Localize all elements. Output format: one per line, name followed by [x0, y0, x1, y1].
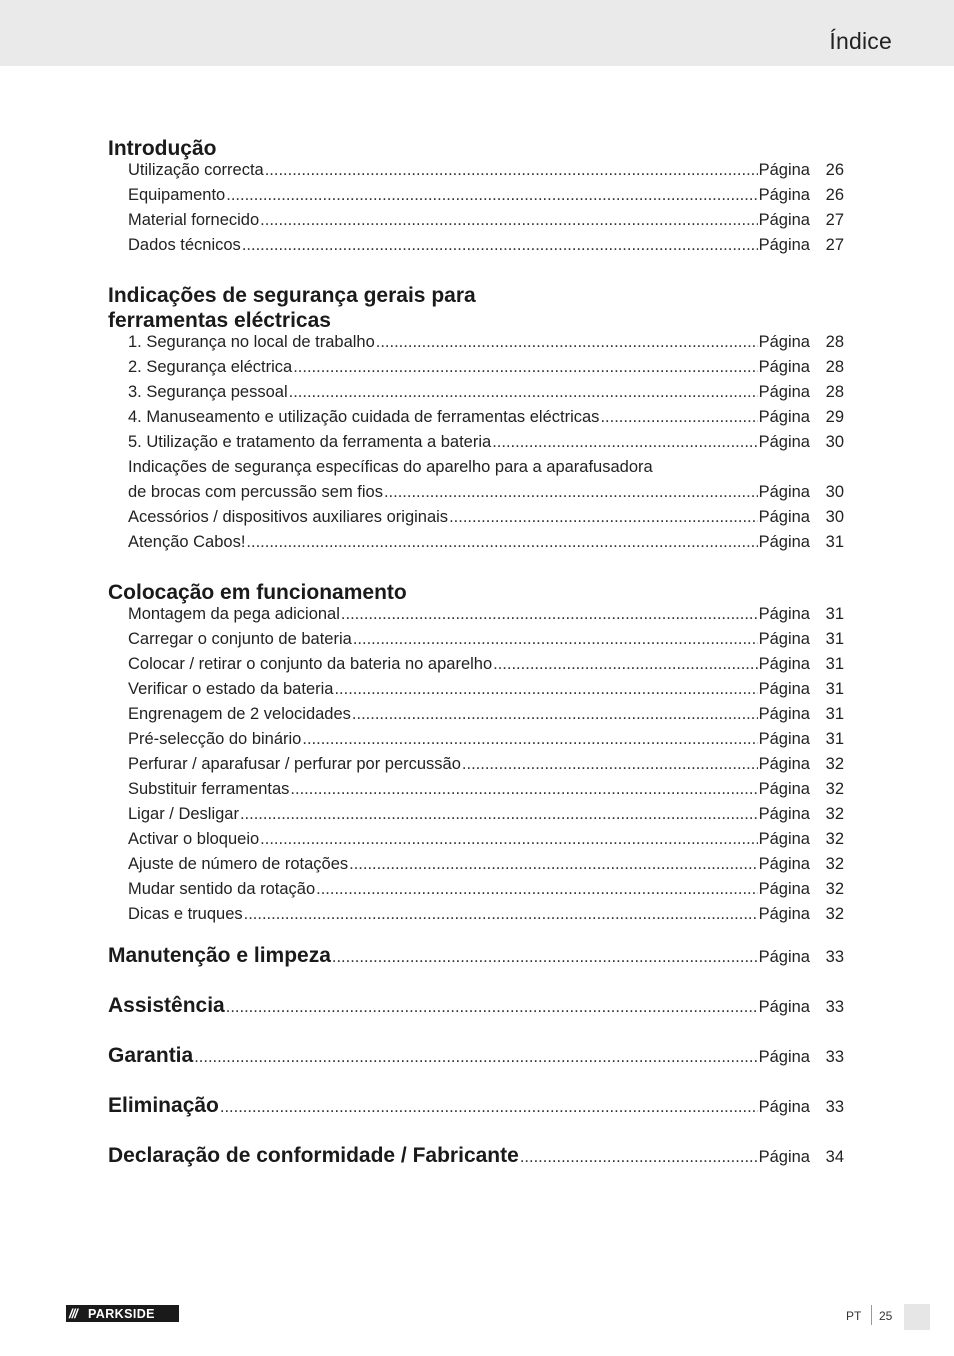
toc-entry[interactable] — [108, 211, 844, 236]
toc-entry[interactable] — [108, 705, 844, 730]
page-number: 32 — [825, 755, 844, 773]
entry-label: Utilização correcta — [128, 161, 264, 179]
toc-major-entry[interactable] — [108, 1130, 844, 1180]
leader-dots — [220, 1098, 758, 1117]
leader-dots — [240, 805, 758, 824]
toc-entry[interactable] — [108, 333, 844, 358]
leader-dots — [242, 236, 758, 255]
leader-dots — [600, 408, 757, 427]
entry-label: Verificar o estado da bateria — [128, 680, 334, 698]
page-number: 32 — [825, 780, 844, 798]
entry-label: Engrenagem de 2 velocidades — [128, 705, 351, 723]
page-number: 28 — [825, 333, 844, 351]
leader-dots — [290, 780, 757, 799]
entry-label: Dados técnicos — [128, 236, 241, 254]
leader-dots — [341, 605, 758, 624]
page-word: Página — [758, 905, 810, 923]
entry-label: Equipamento — [128, 186, 226, 204]
entry-label: Atenção Cabos! — [128, 533, 246, 551]
entry-label: Colocar / retirar o conjunto da bateria no aparelho — [128, 655, 493, 673]
entry-label: Ajuste de número de rotações — [128, 855, 349, 873]
toc-major-entry[interactable] — [108, 1030, 844, 1080]
leader-dots — [244, 905, 758, 924]
page-number: 27 — [825, 236, 844, 254]
toc-entry[interactable] — [108, 508, 844, 533]
leader-dots — [449, 508, 758, 527]
page-word: Página — [758, 333, 810, 351]
section-title: Introdução — [108, 137, 217, 160]
entry-label: 5. Utilização e tratamento da ferramenta a bateria — [128, 433, 492, 451]
toc-entry[interactable] — [108, 161, 844, 186]
logo-brand: PARKSIDE — [88, 1306, 155, 1321]
entry-label: Pré-selecção do binário — [128, 730, 302, 748]
page-number-footer: 25 — [879, 1309, 893, 1323]
entry-label: Material fornecido — [128, 211, 260, 229]
toc-entry[interactable] — [108, 630, 844, 655]
major-entry-label: Manutenção e limpeza — [108, 944, 331, 967]
leader-dots — [260, 211, 757, 230]
page-number: 28 — [825, 383, 844, 401]
toc-entry[interactable] — [108, 383, 844, 408]
entry-label: Montagem da pega adicional — [128, 605, 340, 623]
page-word: Página — [758, 755, 810, 773]
page-number: 33 — [825, 998, 844, 1016]
entry-label: Acessórios / dispositivos auxiliares originais — [128, 508, 449, 526]
toc-entry[interactable] — [108, 805, 844, 830]
entry-label: 2. Segurança eléctrica — [128, 358, 293, 376]
page-tab-marker — [904, 1304, 930, 1330]
toc-major-entry[interactable] — [108, 1080, 844, 1130]
page-number: 32 — [825, 855, 844, 873]
logo-slashes: /// — [69, 1306, 77, 1321]
entry-label: 4. Manuseamento e utilização cuidada de ferramentas eléctricas — [128, 408, 600, 426]
page-word: Página — [758, 236, 810, 254]
entry-label: 1. Segurança no local de trabalho — [128, 333, 375, 351]
major-entry-label: Eliminação — [108, 1094, 219, 1117]
toc-entry[interactable] — [108, 483, 844, 508]
leader-dots — [353, 630, 758, 649]
leader-dots — [334, 680, 757, 699]
section-title: Colocação em funcionamento — [108, 581, 407, 604]
toc-entry[interactable] — [108, 780, 844, 805]
page-number: 31 — [825, 533, 844, 551]
table-of-contents — [108, 136, 844, 1180]
leader-dots — [316, 880, 757, 899]
entry-label: Mudar sentido da rotação — [128, 880, 316, 898]
parkside-logo — [66, 1305, 179, 1322]
major-entry-label: Garantia — [108, 1044, 194, 1067]
leader-dots — [226, 998, 758, 1017]
page-number: 32 — [825, 830, 844, 848]
toc-entry-line1[interactable] — [108, 458, 844, 483]
page-number: 30 — [825, 483, 844, 501]
leader-dots — [226, 186, 757, 205]
header-band — [0, 0, 954, 66]
page-number: 31 — [825, 680, 844, 698]
page-word: Página — [758, 161, 810, 179]
leader-dots — [520, 1148, 758, 1167]
page-number: 31 — [825, 655, 844, 673]
entry-label: Dicas e truques — [128, 905, 243, 923]
page-word: Página — [758, 855, 810, 873]
leader-dots — [194, 1048, 757, 1067]
page-word: Página — [758, 780, 810, 798]
leader-dots — [462, 755, 758, 774]
page-word: Página — [758, 805, 810, 823]
page-number: 33 — [825, 1048, 844, 1066]
leader-dots — [493, 655, 757, 674]
page-word: Página — [758, 433, 810, 451]
page-word: Página — [758, 1048, 810, 1066]
page-word: Página — [758, 1148, 810, 1166]
page-word: Página — [758, 948, 810, 966]
leader-dots — [302, 730, 757, 749]
entry-label: Substituir ferramentas — [128, 780, 290, 798]
toc-entry[interactable] — [108, 186, 844, 211]
page-number: 32 — [825, 880, 844, 898]
page-word: Página — [758, 605, 810, 623]
entry-label: 3. Segurança pessoal — [128, 383, 288, 401]
leader-dots — [289, 383, 758, 402]
page-number: 33 — [825, 948, 844, 966]
toc-entry[interactable] — [108, 880, 844, 905]
leader-dots — [376, 333, 758, 352]
major-entry-label: Assistência — [108, 994, 225, 1017]
toc-entry[interactable] — [108, 855, 844, 880]
toc-entry[interactable] — [108, 236, 844, 261]
toc-entry[interactable] — [108, 830, 844, 855]
page-word: Página — [758, 705, 810, 723]
toc-entry[interactable] — [108, 730, 844, 755]
toc-entry[interactable] — [108, 533, 844, 558]
toc-entry[interactable] — [108, 755, 844, 780]
toc-major-entry[interactable] — [108, 930, 844, 980]
page-number: 30 — [825, 433, 844, 451]
toc-entry[interactable] — [108, 358, 844, 383]
page-number: 31 — [825, 605, 844, 623]
page-number: 33 — [825, 1098, 844, 1116]
entry-label: de brocas com percussão sem fios — [128, 483, 383, 501]
page-word: Página — [758, 655, 810, 673]
page-word: Página — [758, 630, 810, 648]
page-word: Página — [758, 383, 810, 401]
entry-label: Carregar o conjunto de bateria — [128, 630, 352, 648]
page-number: 32 — [825, 905, 844, 923]
page-number: 30 — [825, 508, 844, 526]
page-number: 31 — [825, 730, 844, 748]
page-word: Página — [758, 483, 810, 501]
page-word: Página — [758, 680, 810, 698]
page-title: Índice — [829, 28, 892, 54]
page-word: Página — [758, 730, 810, 748]
page-word: Página — [758, 533, 810, 551]
page-number: 34 — [825, 1148, 844, 1166]
toc-entry[interactable] — [108, 680, 844, 705]
entry-label: Ligar / Desligar — [128, 805, 239, 823]
section-title: Indicações de segurança gerais para — [108, 284, 476, 307]
toc-entry[interactable] — [108, 408, 844, 433]
leader-dots — [260, 830, 757, 849]
page-number: 31 — [825, 705, 844, 723]
entry-label: Activar o bloqueio — [128, 830, 260, 848]
toc-major-entry[interactable] — [108, 980, 844, 1030]
leader-dots — [332, 948, 758, 967]
leader-dots — [384, 483, 758, 502]
page-number: 26 — [825, 186, 844, 204]
page-word: Página — [758, 358, 810, 376]
toc-section-introducao — [108, 136, 844, 261]
page-word: Página — [758, 1098, 810, 1116]
toc-section-seguranca — [108, 283, 844, 558]
page-word: Página — [758, 508, 810, 526]
section-title: ferramentas eléctricas — [108, 309, 331, 332]
leader-dots — [492, 433, 757, 452]
entry-label: Indicações de segurança específicas do aparelho para a aparafusadora — [128, 458, 653, 476]
page-word: Página — [758, 211, 810, 229]
page-number: 29 — [825, 408, 844, 426]
entry-label: Perfurar / aparafusar / perfurar por percussão — [128, 755, 461, 773]
toc-section-funcionamento — [108, 580, 844, 930]
toc-entry[interactable] — [108, 433, 844, 458]
leader-dots — [246, 533, 757, 552]
leader-dots — [349, 855, 757, 874]
page-word: Página — [758, 998, 810, 1016]
major-entry-label: Declaração de conformidade / Fabricante — [108, 1144, 519, 1167]
footer-divider — [871, 1305, 872, 1325]
page-number: 32 — [825, 805, 844, 823]
toc-entry[interactable] — [108, 655, 844, 680]
toc-entry[interactable] — [108, 605, 844, 630]
leader-dots — [352, 705, 758, 724]
page-word: Página — [758, 830, 810, 848]
page-number: 26 — [825, 161, 844, 179]
language-code: PT — [846, 1309, 862, 1323]
page-number: 27 — [825, 211, 844, 229]
page-word: Página — [758, 880, 810, 898]
leader-dots — [293, 358, 757, 377]
page-word: Página — [758, 186, 810, 204]
leader-dots — [265, 161, 758, 180]
page-number: 28 — [825, 358, 844, 376]
page-word: Página — [758, 408, 810, 426]
page-number: 31 — [825, 630, 844, 648]
toc-entry[interactable] — [108, 905, 844, 930]
